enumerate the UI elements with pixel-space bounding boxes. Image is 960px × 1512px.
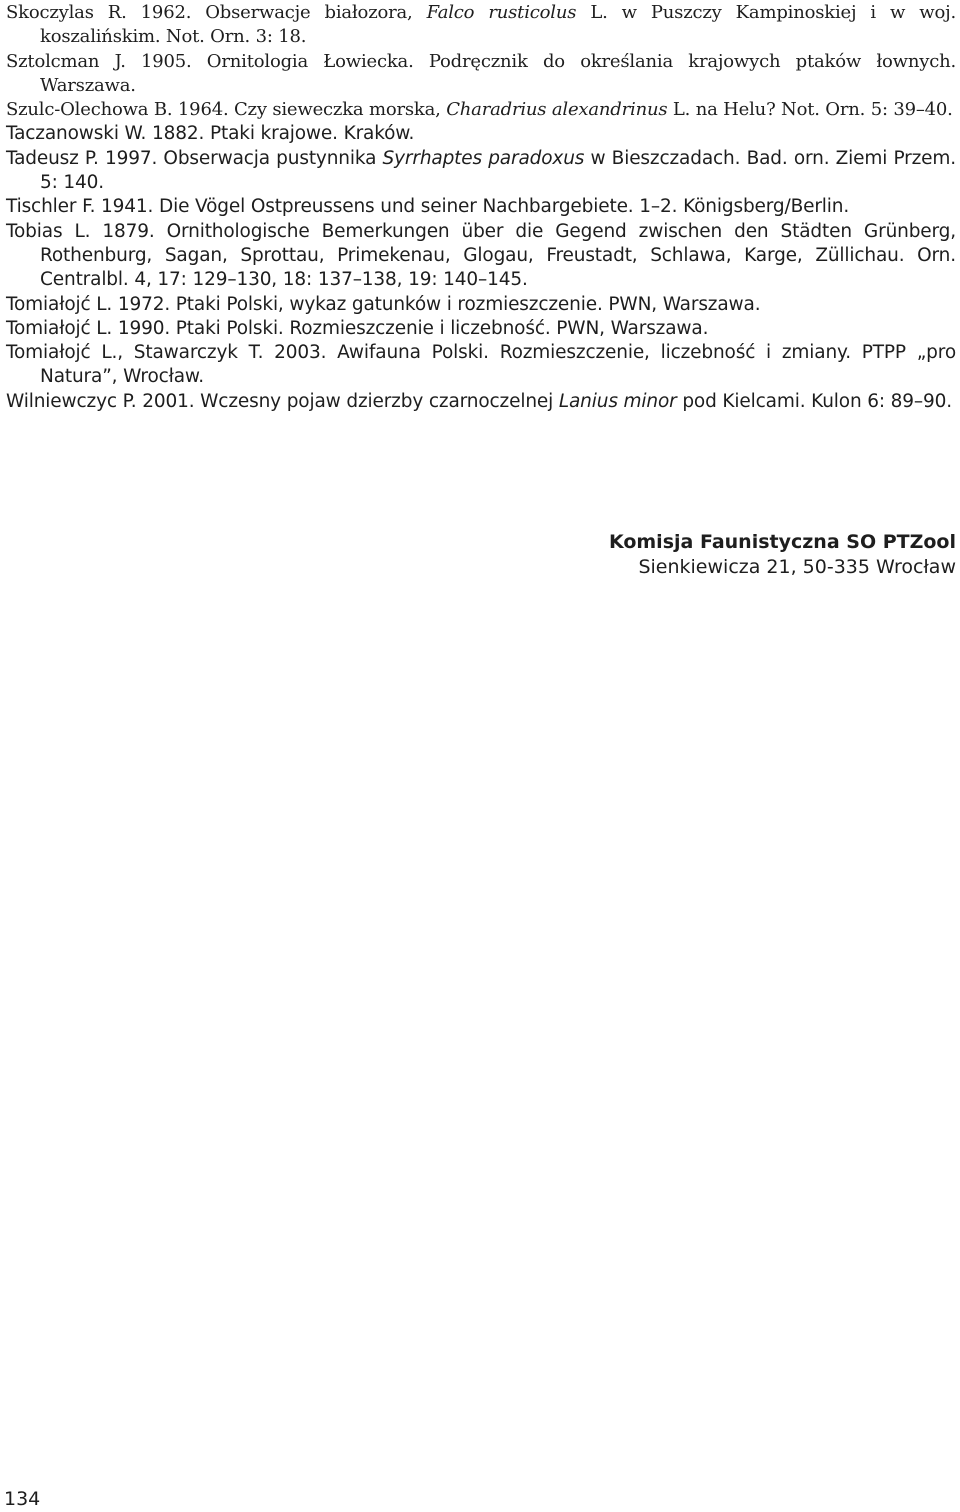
- reference-item: [6, 50, 956, 99]
- organization-address: Sienkiewicza 21, 50-335 Wrocław: [638, 556, 956, 578]
- reference-item: [6, 341, 956, 390]
- reference-text: w Bieszczadach. Bad. orn. Ziemi Przem. 5: 140.: [40, 147, 956, 194]
- reference-text: Tomiałojć L. 1972. Ptaki Polski, wykaz gatunków i rozmieszczenie. PWN, Warszawa.: [6, 293, 761, 315]
- organization-name: Komisja Faunistyczna SO PTZool: [608, 531, 956, 553]
- reference-text: Taczanowski W. 1882. Ptaki krajowe. Kraków.: [6, 123, 415, 145]
- reference-item: [6, 122, 956, 146]
- reference-text: Tomiałojć L., Stawarczyk T. 2003. Awifauna Polski. Rozmieszczenie, liczebność i zmiany. PTPP „pro Natura”, Wrocław.: [6, 342, 956, 388]
- species-name: Lanius minor: [558, 390, 677, 412]
- species-name: Falco rusticolus: [426, 2, 577, 23]
- species-name: Syrrhaptes paradoxus: [382, 147, 585, 169]
- reference-item: [6, 317, 956, 341]
- species-name: Charadrius alexandrinus: [446, 99, 668, 121]
- reference-text: Tischler F. 1941. Die Vögel Ostpreussens und seiner Nachbargebiete. 1–2. Königsberg/Berlin.: [6, 196, 850, 218]
- page-number: 134: [4, 1488, 41, 1510]
- reference-item: [6, 195, 956, 219]
- reference-list: [6, 1, 956, 414]
- reference-text: pod Kielcami. Kulon 6: 89–90.: [676, 390, 952, 412]
- reference-text: L. w Puszczy Kampinoskiej i w woj. koszalińskim. Not. Orn. 3: 18.: [40, 2, 956, 48]
- reference-item: [6, 147, 956, 196]
- reference-text: Tadeusz P. 1997. Obserwacja pustynnika: [6, 147, 383, 169]
- reference-item: [6, 98, 956, 122]
- reference-text: Skoczylas R. 1962. Obserwacje białozora,: [6, 2, 427, 23]
- author-affiliation: [609, 530, 956, 580]
- reference-text: Tobias L. 1879. Ornithologische Bemerkungen über die Gegend zwischen den Städten Grünberg, Rothenburg, Sagan, Sprottau, Primekenau, Glogau, Freustadt, Schlawa, Karge, Züllichau. Orn. Centralbl. 4, 17: 129–130, 18: 137–138, 19: 140–145.: [6, 220, 956, 291]
- reference-text: Szulc-Olechowa B. 1964. Czy sieweczka morska,: [6, 99, 447, 121]
- reference-text: Sztolcman J. 1905. Ornitologia Łowiecka. Podręcznik do określania krajowych ptaków łownych. Warszawa.: [6, 50, 956, 96]
- reference-item: [6, 1, 956, 50]
- reference-text: Tomiałojć L. 1990. Ptaki Polski. Rozmieszczenie i liczebność. PWN, Warszawa.: [6, 317, 709, 339]
- reference-text: Wilniewczyc P. 2001. Wczesny pojaw dzierzby czarnoczelnej: [6, 390, 559, 412]
- reference-text: L. na Helu? Not. Orn. 5: 39–40.: [667, 99, 953, 121]
- reference-item: [6, 293, 956, 317]
- reference-item: [6, 390, 956, 414]
- reference-item: [6, 220, 956, 293]
